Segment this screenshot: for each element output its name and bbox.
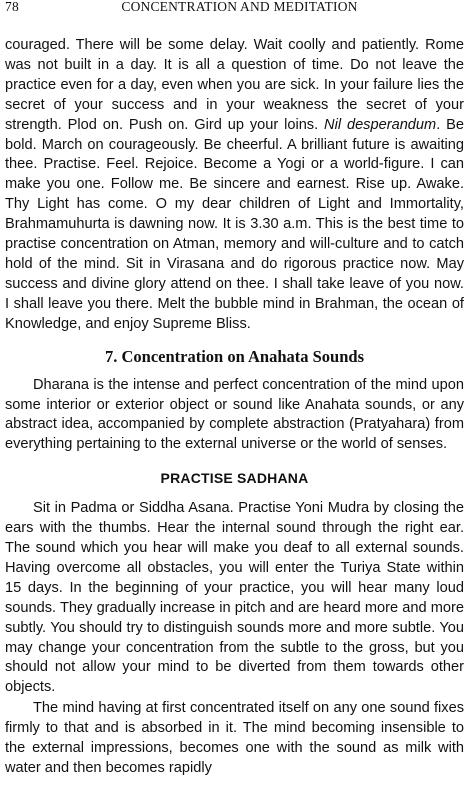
paragraph-text: couraged. There will be some delay. Wait coolly and patiently. Rome was not built in a day. It is all a question of time. Do not leave the practice even for a day, even when you are sick. In your failure lies the secret of your success and in your weakness the secret of your strength. Plod on. Push on. Gird up your loins.: [5, 37, 464, 133]
running-header: [5, 0, 464, 20]
paragraph-text: . Be bold. March on courageously. Be cheerful. A brilliant future is awaiting thee. Practise. Feel. Rejoice. Become a Yogi or a world-figure. I can make you one. Follow me. Be sincere and earnest. Rise up. Awake. Thy Light has come. O my dear children of Light and Immortality, Brahmamuhurta is dawning now. It is 3.30 a.m. This is the best time to practise concentration on Atman, memory and will-culture and to catch hold of the mind. Sit in Virasana and do rigorous practice now. May success and divine glory attend on thee. I shall take leave of you now. I shall leave you there. Melt the bubble mind in Brahman, the ocean of Knowledge, and enjoy Supreme Bliss.: [5, 116, 464, 332]
page-number: 78: [5, 0, 19, 14]
paragraph-mind: The mind having at first concentrated itself on any one sound fixes firmly to that and is absorbed in it. The mind becoming insensible to the external impressions, becomes one with the sound as milk with water and then becomes rapidly: [5, 700, 464, 776]
section-heading: 7. Concentration on Anahata Sounds: [104, 346, 365, 366]
paragraph-dharana: Dharana is the intense and perfect concentration of the mind upon some interior or exterior object or sound like Anahata sounds, or any abstract idea, accompanied by complete abstraction (Pratyahara) from everything pertaining to the external universe or the world of senses.: [5, 376, 464, 453]
sub-heading: PRACTISE SADHANA: [160, 470, 309, 487]
paragraph-practice: Sit in Padma or Siddha Asana. Practise Yoni Mudra by closing the ears with the thumbs. Hear the internal sound through the right ear. The sound which you hear will make you deaf to all external sounds. Having overcome all obstacles, you will enter the Turiya State within 15 days. In the beginning of your practice, you will hear many loud sounds. They gradually increase in pitch and are heard more and more subtly. You should try to distinguish sounds more and more subtle. You may change your concentration from the subtle to the gross, but you should not allow your mind to be diverted from them towards other objects.: [5, 500, 464, 696]
running-title: CONCENTRATION AND MEDITATION: [121, 0, 358, 14]
paragraph-continued: [5, 36, 464, 335]
italic-phrase: Nil desperandum: [324, 116, 437, 133]
